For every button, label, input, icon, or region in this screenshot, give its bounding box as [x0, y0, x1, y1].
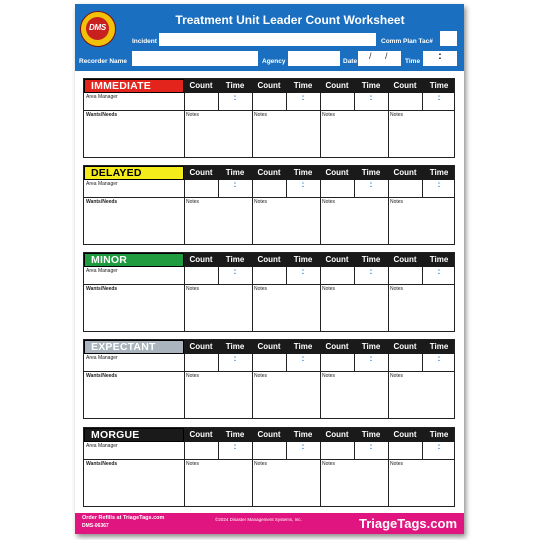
time-column-header: Time	[429, 430, 449, 439]
notes-field[interactable]	[321, 198, 388, 244]
notes-field[interactable]	[185, 198, 252, 244]
time-separator: :	[233, 354, 237, 363]
time-separator: :	[301, 93, 305, 102]
count-column-header: Count	[189, 168, 213, 177]
count-entry-cell[interactable]	[185, 442, 218, 459]
date-separator-2: /	[385, 51, 388, 61]
notes-field[interactable]	[253, 372, 320, 418]
wants-needs-field[interactable]	[84, 372, 184, 418]
area-manager-label: Area Manager	[86, 181, 118, 187]
triage-category-label: EXPECTANT	[84, 340, 184, 354]
time-separator: :	[437, 354, 441, 363]
notes-field[interactable]	[253, 460, 320, 506]
wants-needs-field[interactable]	[84, 285, 184, 331]
time-column-header: Time	[225, 255, 245, 264]
time-column-header: Time	[361, 255, 381, 264]
triage-category-label: MINOR	[84, 253, 184, 267]
incident-field[interactable]	[159, 33, 376, 46]
count-column-header: Count	[325, 430, 349, 439]
wants-needs-field[interactable]	[84, 460, 184, 506]
notes-field[interactable]	[253, 285, 320, 331]
time-column-header: Time	[225, 81, 245, 90]
notes-field[interactable]	[389, 460, 456, 506]
count-column-header: Count	[393, 430, 417, 439]
worksheet	[75, 4, 464, 534]
time-separator: :	[437, 442, 441, 451]
time-separator: :	[369, 93, 373, 102]
notes-field[interactable]	[185, 372, 252, 418]
time-column-header: Time	[361, 342, 381, 351]
notes-label: Notes	[322, 112, 336, 118]
count-column-header: Count	[393, 255, 417, 264]
notes-label: Notes	[322, 286, 336, 292]
time-column-header: Time	[429, 81, 449, 90]
date-field[interactable]	[358, 51, 401, 66]
notes-label: Notes	[322, 461, 336, 467]
agency-field[interactable]	[288, 51, 340, 66]
time-column-header: Time	[293, 168, 313, 177]
notes-label: Notes	[390, 461, 404, 467]
notes-field[interactable]	[389, 198, 456, 244]
count-entry-cell[interactable]	[253, 267, 286, 284]
comm-plan-field[interactable]	[440, 31, 457, 46]
count-entry-cell[interactable]	[253, 180, 286, 197]
notes-label: Notes	[390, 373, 404, 379]
count-entry-cell[interactable]	[185, 180, 218, 197]
count-entry-cell[interactable]	[185, 93, 218, 110]
wants-needs-field[interactable]	[84, 198, 184, 244]
time-label: Time	[405, 58, 421, 65]
time-separator: :	[233, 180, 237, 189]
count-column-header: Count	[189, 255, 213, 264]
notes-label: Notes	[186, 286, 200, 292]
count-column-header: Count	[189, 342, 213, 351]
notes-label: Notes	[186, 112, 200, 118]
count-entry-cell[interactable]	[185, 267, 218, 284]
count-column-header: Count	[325, 168, 349, 177]
agency-label: Agency	[262, 58, 286, 65]
time-separator: :	[301, 354, 305, 363]
count-column-header: Count	[257, 342, 281, 351]
count-column-header: Count	[393, 342, 417, 351]
date-separator-1: /	[369, 51, 372, 61]
triage-category-label: DELAYED	[84, 166, 184, 180]
time-separator: :	[437, 267, 441, 276]
count-column-header: Count	[257, 255, 281, 264]
count-column-header: Count	[257, 168, 281, 177]
count-column-header: Count	[393, 81, 417, 90]
notes-field[interactable]	[321, 460, 388, 506]
area-manager-field[interactable]	[84, 93, 184, 110]
copyright-text: ©2024 Disaster Management Systems, Inc.	[215, 517, 302, 522]
wants-needs-label: Wants/Needs	[86, 112, 118, 118]
count-column-header: Count	[325, 342, 349, 351]
worksheet-footer	[75, 513, 464, 534]
count-entry-cell[interactable]	[185, 354, 218, 371]
notes-label: Notes	[186, 373, 200, 379]
notes-label: Notes	[254, 461, 268, 467]
count-entry-cell[interactable]	[389, 267, 422, 284]
count-entry-cell[interactable]	[253, 442, 286, 459]
time-column-header: Time	[225, 168, 245, 177]
count-entry-cell[interactable]	[321, 93, 354, 110]
notes-label: Notes	[254, 199, 268, 205]
section-header-bar	[84, 428, 454, 442]
notes-field[interactable]	[321, 285, 388, 331]
time-column-header: Time	[293, 430, 313, 439]
date-label: Date	[343, 58, 358, 65]
wants-needs-label: Wants/Needs	[86, 373, 118, 379]
count-column-header: Count	[189, 81, 213, 90]
time-column-header: Time	[293, 342, 313, 351]
page-title: Treatment Unit Leader Count Worksheet	[175, 13, 405, 27]
count-column-header: Count	[257, 430, 281, 439]
count-entry-cell[interactable]	[253, 93, 286, 110]
time-separator: :	[369, 267, 373, 276]
time-separator: :	[437, 180, 441, 189]
time-column-header: Time	[293, 255, 313, 264]
logo-text: DMS	[89, 23, 106, 32]
notes-field[interactable]	[389, 111, 456, 157]
time-column-header: Time	[361, 168, 381, 177]
count-entry-cell[interactable]	[253, 354, 286, 371]
time-separator: :	[301, 267, 305, 276]
product-code: DMS-06367	[82, 523, 109, 529]
triage-section-minor	[83, 252, 455, 332]
triage-category-label: MORGUE	[84, 428, 184, 442]
time-separator: :	[437, 93, 441, 102]
count-column-header: Count	[325, 81, 349, 90]
notes-field[interactable]	[253, 198, 320, 244]
brand-link[interactable]: TriageTags.com	[358, 516, 457, 531]
notes-field[interactable]	[185, 285, 252, 331]
count-entry-cell[interactable]	[321, 180, 354, 197]
time-separator: :	[233, 93, 237, 102]
dms-logo-icon	[80, 11, 116, 47]
worksheet-header	[75, 4, 464, 71]
area-manager-field[interactable]	[84, 354, 184, 371]
time-column-header: Time	[361, 81, 381, 90]
recorder-name-label: Recorder Name	[79, 58, 128, 65]
section-header-bar	[84, 340, 454, 354]
time-separator: :	[369, 180, 373, 189]
time-separator: :	[233, 267, 237, 276]
triage-section-immediate	[83, 78, 455, 158]
time-separator: :	[438, 50, 442, 62]
recorder-name-field[interactable]	[132, 51, 258, 66]
time-column-header: Time	[361, 430, 381, 439]
notes-label: Notes	[254, 286, 268, 292]
time-separator: :	[301, 180, 305, 189]
notes-field[interactable]	[389, 285, 456, 331]
area-manager-field[interactable]	[84, 180, 184, 197]
count-entry-cell[interactable]	[321, 442, 354, 459]
section-header-bar	[84, 253, 454, 267]
count-column-header: Count	[393, 168, 417, 177]
incident-label: Incident	[132, 38, 157, 45]
notes-field[interactable]	[389, 372, 456, 418]
notes-label: Notes	[254, 373, 268, 379]
time-field[interactable]	[423, 51, 457, 66]
count-column-header: Count	[189, 430, 213, 439]
count-entry-cell[interactable]	[389, 354, 422, 371]
area-manager-label: Area Manager	[86, 355, 118, 361]
time-separator: :	[301, 442, 305, 451]
area-manager-label: Area Manager	[86, 443, 118, 449]
count-column-header: Count	[257, 81, 281, 90]
notes-label: Notes	[390, 286, 404, 292]
comm-plan-label: Comm Plan Tac#	[381, 38, 433, 45]
area-manager-label: Area Manager	[86, 94, 118, 100]
notes-label: Notes	[186, 461, 200, 467]
time-separator: :	[233, 442, 237, 451]
area-manager-field[interactable]	[84, 442, 184, 459]
wants-needs-label: Wants/Needs	[86, 461, 118, 467]
triage-section-expectant	[83, 339, 455, 419]
notes-field[interactable]	[321, 372, 388, 418]
count-entry-cell[interactable]	[321, 354, 354, 371]
area-manager-label: Area Manager	[86, 268, 118, 274]
notes-label: Notes	[390, 199, 404, 205]
notes-field[interactable]	[185, 111, 252, 157]
wants-needs-field[interactable]	[84, 111, 184, 157]
notes-field[interactable]	[253, 111, 320, 157]
count-entry-cell[interactable]	[389, 93, 422, 110]
time-column-header: Time	[429, 342, 449, 351]
time-column-header: Time	[225, 430, 245, 439]
notes-label: Notes	[322, 373, 336, 379]
notes-label: Notes	[322, 199, 336, 205]
time-column-header: Time	[225, 342, 245, 351]
time-separator: :	[369, 354, 373, 363]
notes-label: Notes	[186, 199, 200, 205]
notes-label: Notes	[254, 112, 268, 118]
time-column-header: Time	[429, 168, 449, 177]
notes-field[interactable]	[185, 460, 252, 506]
count-column-header: Count	[325, 255, 349, 264]
notes-field[interactable]	[321, 111, 388, 157]
triage-section-delayed	[83, 165, 455, 245]
notes-label: Notes	[390, 112, 404, 118]
area-manager-field[interactable]	[84, 267, 184, 284]
triage-category-label: IMMEDIATE	[84, 79, 184, 93]
time-column-header: Time	[429, 255, 449, 264]
count-entry-cell[interactable]	[389, 180, 422, 197]
time-separator: :	[369, 442, 373, 451]
time-column-header: Time	[293, 81, 313, 90]
order-refills-text: Order Refills at TriageTags.com	[82, 515, 165, 521]
wants-needs-label: Wants/Needs	[86, 286, 118, 292]
triage-section-morgue	[83, 427, 455, 507]
count-entry-cell[interactable]	[389, 442, 422, 459]
section-header-bar	[84, 79, 454, 93]
wants-needs-label: Wants/Needs	[86, 199, 118, 205]
count-entry-cell[interactable]	[321, 267, 354, 284]
section-header-bar	[84, 166, 454, 180]
